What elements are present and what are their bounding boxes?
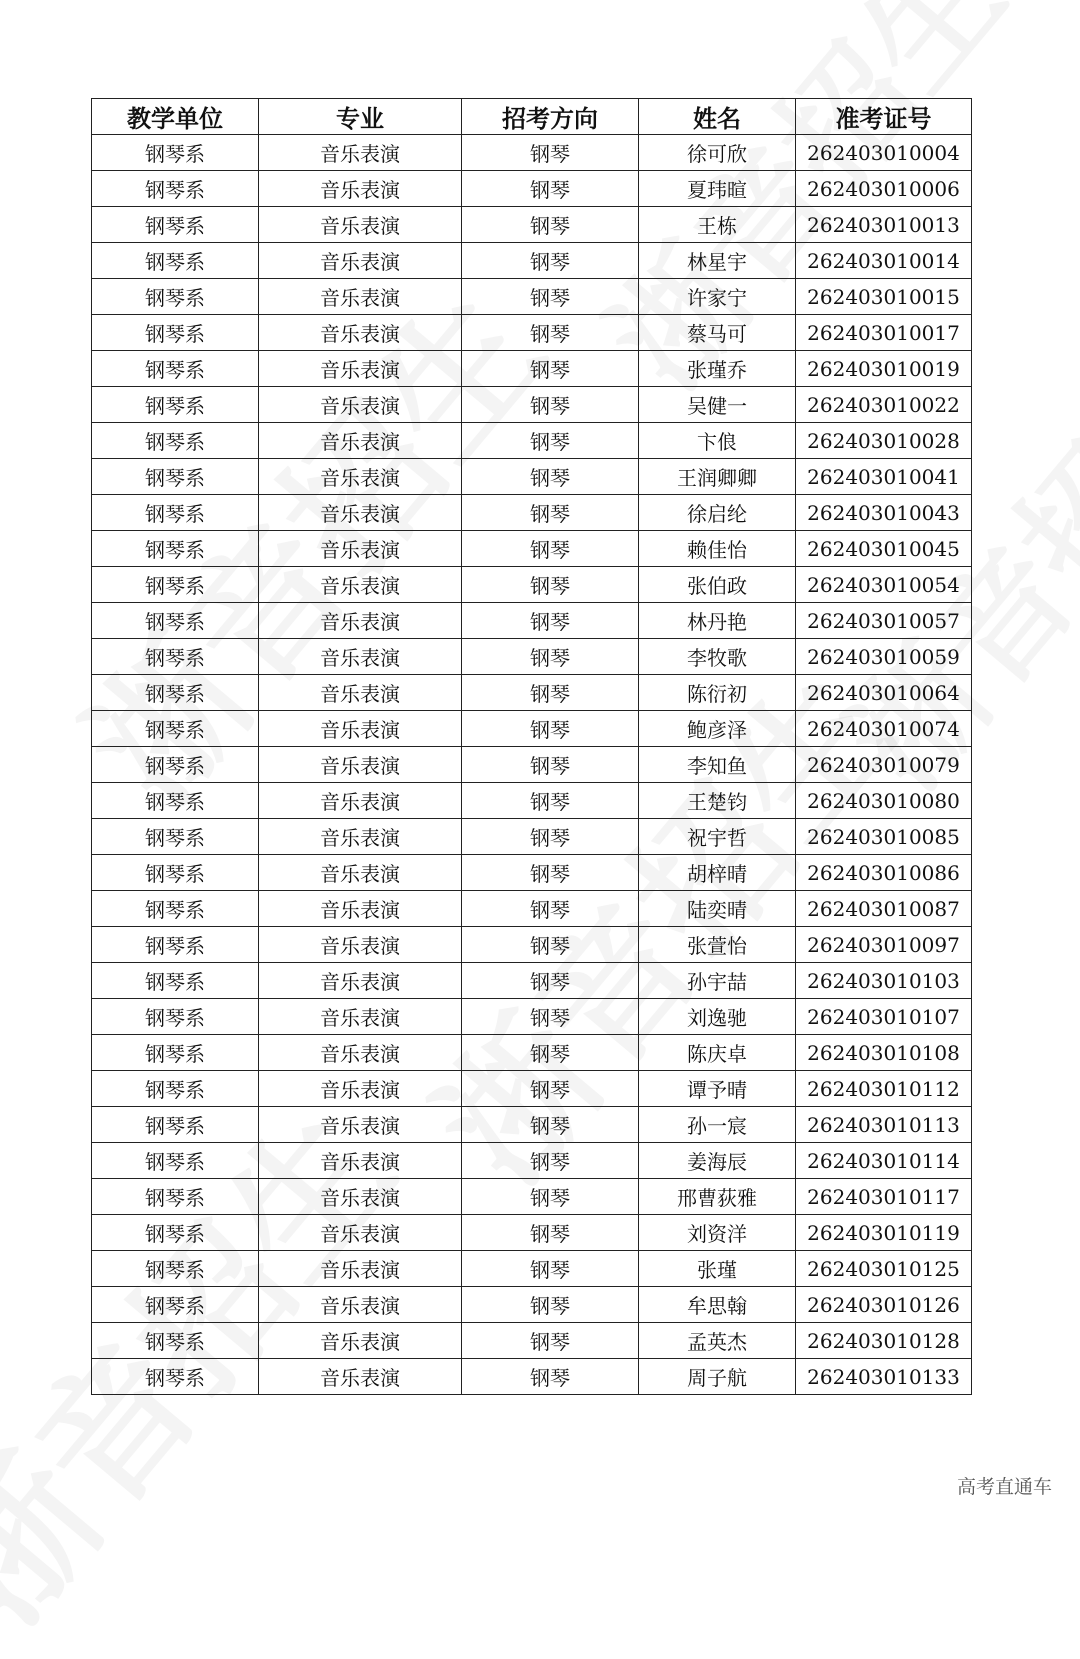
cell-major: 音乐表演 <box>259 819 462 855</box>
cell-ticket-number: 262403010117 <box>796 1179 972 1215</box>
cell-name: 许家宁 <box>639 279 796 315</box>
cell-direction: 钢琴 <box>462 999 639 1035</box>
cell-ticket-number: 262403010022 <box>796 387 972 423</box>
cell-major: 音乐表演 <box>259 423 462 459</box>
table-row <box>92 1359 972 1395</box>
cell-teaching-unit: 钢琴系 <box>92 1107 259 1143</box>
header-direction: 招考方向 <box>462 99 639 135</box>
header-name: 姓名 <box>639 99 796 135</box>
cell-teaching-unit: 钢琴系 <box>92 855 259 891</box>
cell-teaching-unit: 钢琴系 <box>92 1035 259 1071</box>
cell-name: 王润卿卿 <box>639 459 796 495</box>
cell-major: 音乐表演 <box>259 531 462 567</box>
table-row <box>92 999 972 1035</box>
cell-direction: 钢琴 <box>462 963 639 999</box>
cell-major: 音乐表演 <box>259 639 462 675</box>
cell-name: 张瑾 <box>639 1251 796 1287</box>
cell-teaching-unit: 钢琴系 <box>92 1323 259 1359</box>
cell-major: 音乐表演 <box>259 567 462 603</box>
cell-teaching-unit: 钢琴系 <box>92 783 259 819</box>
cell-teaching-unit: 钢琴系 <box>92 1215 259 1251</box>
cell-ticket-number: 262403010015 <box>796 279 972 315</box>
cell-ticket-number: 262403010019 <box>796 351 972 387</box>
cell-direction: 钢琴 <box>462 279 639 315</box>
cell-ticket-number: 262403010119 <box>796 1215 972 1251</box>
table-row <box>92 1107 972 1143</box>
admission-list-table <box>91 98 972 1395</box>
cell-direction: 钢琴 <box>462 243 639 279</box>
table-row <box>92 1143 972 1179</box>
cell-name: 吴健一 <box>639 387 796 423</box>
cell-ticket-number: 262403010064 <box>796 675 972 711</box>
cell-major: 音乐表演 <box>259 1323 462 1359</box>
table-row <box>92 207 972 243</box>
cell-direction: 钢琴 <box>462 711 639 747</box>
table-row <box>92 243 972 279</box>
cell-major: 音乐表演 <box>259 243 462 279</box>
table-row <box>92 135 972 171</box>
table-row <box>92 711 972 747</box>
cell-name: 蔡马可 <box>639 315 796 351</box>
cell-teaching-unit: 钢琴系 <box>92 1251 259 1287</box>
table-row <box>92 603 972 639</box>
cell-teaching-unit: 钢琴系 <box>92 675 259 711</box>
table-row <box>92 531 972 567</box>
cell-ticket-number: 262403010128 <box>796 1323 972 1359</box>
cell-teaching-unit: 钢琴系 <box>92 171 259 207</box>
cell-direction: 钢琴 <box>462 567 639 603</box>
cell-teaching-unit: 钢琴系 <box>92 603 259 639</box>
cell-ticket-number: 262403010133 <box>796 1359 972 1395</box>
cell-ticket-number: 262403010014 <box>796 243 972 279</box>
cell-ticket-number: 262403010107 <box>796 999 972 1035</box>
header-teaching-unit: 教学单位 <box>92 99 259 135</box>
table-row <box>92 387 972 423</box>
table-row <box>92 1071 972 1107</box>
cell-ticket-number: 262403010045 <box>796 531 972 567</box>
cell-name: 牟思翰 <box>639 1287 796 1323</box>
table-row <box>92 675 972 711</box>
cell-direction: 钢琴 <box>462 387 639 423</box>
cell-ticket-number: 262403010074 <box>796 711 972 747</box>
cell-name: 徐启纶 <box>639 495 796 531</box>
cell-ticket-number: 262403010057 <box>796 603 972 639</box>
cell-ticket-number: 262403010013 <box>796 207 972 243</box>
cell-major: 音乐表演 <box>259 171 462 207</box>
cell-teaching-unit: 钢琴系 <box>92 999 259 1035</box>
cell-teaching-unit: 钢琴系 <box>92 531 259 567</box>
cell-teaching-unit: 钢琴系 <box>92 963 259 999</box>
cell-major: 音乐表演 <box>259 207 462 243</box>
cell-direction: 钢琴 <box>462 1107 639 1143</box>
cell-direction: 钢琴 <box>462 135 639 171</box>
cell-teaching-unit: 钢琴系 <box>92 1359 259 1395</box>
cell-name: 祝宇哲 <box>639 819 796 855</box>
cell-ticket-number: 262403010087 <box>796 891 972 927</box>
cell-name: 卞俍 <box>639 423 796 459</box>
table-row <box>92 171 972 207</box>
cell-ticket-number: 262403010108 <box>796 1035 972 1071</box>
cell-major: 音乐表演 <box>259 387 462 423</box>
cell-direction: 钢琴 <box>462 1179 639 1215</box>
cell-ticket-number: 262403010112 <box>796 1071 972 1107</box>
table-row <box>92 855 972 891</box>
cell-ticket-number: 262403010006 <box>796 171 972 207</box>
cell-ticket-number: 262403010017 <box>796 315 972 351</box>
cell-teaching-unit: 钢琴系 <box>92 459 259 495</box>
cell-teaching-unit: 钢琴系 <box>92 1179 259 1215</box>
cell-ticket-number: 262403010059 <box>796 639 972 675</box>
cell-teaching-unit: 钢琴系 <box>92 639 259 675</box>
cell-teaching-unit: 钢琴系 <box>92 747 259 783</box>
cell-name: 王楚钧 <box>639 783 796 819</box>
cell-teaching-unit: 钢琴系 <box>92 1071 259 1107</box>
cell-major: 音乐表演 <box>259 1071 462 1107</box>
cell-major: 音乐表演 <box>259 999 462 1035</box>
cell-direction: 钢琴 <box>462 1359 639 1395</box>
cell-direction: 钢琴 <box>462 315 639 351</box>
source-label: 高考直通车 <box>956 1476 1052 1498</box>
cell-major: 音乐表演 <box>259 1251 462 1287</box>
cell-ticket-number: 262403010113 <box>796 1107 972 1143</box>
cell-name: 刘逸驰 <box>639 999 796 1035</box>
cell-name: 徐可欣 <box>639 135 796 171</box>
table-row <box>92 963 972 999</box>
cell-ticket-number: 262403010028 <box>796 423 972 459</box>
cell-ticket-number: 262403010086 <box>796 855 972 891</box>
cell-direction: 钢琴 <box>462 1287 639 1323</box>
cell-major: 音乐表演 <box>259 1215 462 1251</box>
cell-direction: 钢琴 <box>462 855 639 891</box>
cell-major: 音乐表演 <box>259 315 462 351</box>
cell-teaching-unit: 钢琴系 <box>92 279 259 315</box>
cell-major: 音乐表演 <box>259 1359 462 1395</box>
cell-name: 陈衍初 <box>639 675 796 711</box>
table-row <box>92 1251 972 1287</box>
table-row <box>92 351 972 387</box>
cell-major: 音乐表演 <box>259 135 462 171</box>
cell-name: 刘资洋 <box>639 1215 796 1251</box>
cell-teaching-unit: 钢琴系 <box>92 243 259 279</box>
cell-name: 陆奕晴 <box>639 891 796 927</box>
cell-name: 赖佳怡 <box>639 531 796 567</box>
table-row <box>92 639 972 675</box>
cell-direction: 钢琴 <box>462 531 639 567</box>
cell-ticket-number: 262403010004 <box>796 135 972 171</box>
cell-major: 音乐表演 <box>259 1287 462 1323</box>
cell-direction: 钢琴 <box>462 1251 639 1287</box>
cell-direction: 钢琴 <box>462 351 639 387</box>
cell-direction: 钢琴 <box>462 1215 639 1251</box>
table-header-row <box>92 99 972 135</box>
cell-name: 李牧歌 <box>639 639 796 675</box>
cell-name: 胡梓晴 <box>639 855 796 891</box>
cell-ticket-number: 262403010079 <box>796 747 972 783</box>
cell-direction: 钢琴 <box>462 819 639 855</box>
cell-name: 孟英杰 <box>639 1323 796 1359</box>
cell-name: 林星宇 <box>639 243 796 279</box>
cell-major: 音乐表演 <box>259 927 462 963</box>
cell-name: 张萱怡 <box>639 927 796 963</box>
cell-teaching-unit: 钢琴系 <box>92 423 259 459</box>
cell-major: 音乐表演 <box>259 891 462 927</box>
cell-teaching-unit: 钢琴系 <box>92 711 259 747</box>
cell-teaching-unit: 钢琴系 <box>92 351 259 387</box>
cell-direction: 钢琴 <box>462 639 639 675</box>
cell-ticket-number: 262403010085 <box>796 819 972 855</box>
cell-name: 陈庆卓 <box>639 1035 796 1071</box>
cell-major: 音乐表演 <box>259 1035 462 1071</box>
cell-ticket-number: 262403010103 <box>796 963 972 999</box>
table-body <box>92 135 972 1395</box>
table-row <box>92 783 972 819</box>
table-row <box>92 747 972 783</box>
cell-name: 李知鱼 <box>639 747 796 783</box>
cell-name: 王栋 <box>639 207 796 243</box>
table-row <box>92 891 972 927</box>
cell-major: 音乐表演 <box>259 855 462 891</box>
cell-major: 音乐表演 <box>259 963 462 999</box>
cell-direction: 钢琴 <box>462 891 639 927</box>
cell-major: 音乐表演 <box>259 1107 462 1143</box>
cell-name: 夏玮暄 <box>639 171 796 207</box>
cell-teaching-unit: 钢琴系 <box>92 207 259 243</box>
cell-name: 邢曹荻雅 <box>639 1179 796 1215</box>
cell-direction: 钢琴 <box>462 459 639 495</box>
cell-ticket-number: 262403010126 <box>796 1287 972 1323</box>
cell-ticket-number: 262403010125 <box>796 1251 972 1287</box>
cell-name: 姜海辰 <box>639 1143 796 1179</box>
cell-ticket-number: 262403010097 <box>796 927 972 963</box>
table-row <box>92 495 972 531</box>
cell-major: 音乐表演 <box>259 495 462 531</box>
cell-major: 音乐表演 <box>259 1179 462 1215</box>
cell-name: 张伯政 <box>639 567 796 603</box>
cell-ticket-number: 262403010114 <box>796 1143 972 1179</box>
cell-major: 音乐表演 <box>259 351 462 387</box>
cell-direction: 钢琴 <box>462 603 639 639</box>
table-row <box>92 1035 972 1071</box>
cell-direction: 钢琴 <box>462 1143 639 1179</box>
header-ticket-number: 准考证号 <box>796 99 972 135</box>
cell-ticket-number: 262403010043 <box>796 495 972 531</box>
cell-major: 音乐表演 <box>259 711 462 747</box>
cell-major: 音乐表演 <box>259 675 462 711</box>
table-row <box>92 423 972 459</box>
table-row <box>92 819 972 855</box>
cell-teaching-unit: 钢琴系 <box>92 1143 259 1179</box>
cell-name: 张瑾乔 <box>639 351 796 387</box>
cell-name: 鲍彦泽 <box>639 711 796 747</box>
cell-name: 孙一宸 <box>639 1107 796 1143</box>
cell-direction: 钢琴 <box>462 423 639 459</box>
cell-name: 林丹艳 <box>639 603 796 639</box>
cell-direction: 钢琴 <box>462 1035 639 1071</box>
cell-major: 音乐表演 <box>259 1143 462 1179</box>
cell-ticket-number: 262403010041 <box>796 459 972 495</box>
table-row <box>92 1179 972 1215</box>
cell-major: 音乐表演 <box>259 279 462 315</box>
cell-teaching-unit: 钢琴系 <box>92 315 259 351</box>
cell-teaching-unit: 钢琴系 <box>92 891 259 927</box>
table-row <box>92 567 972 603</box>
table-row <box>92 315 972 351</box>
table-row <box>92 1287 972 1323</box>
cell-major: 音乐表演 <box>259 603 462 639</box>
header-major: 专业 <box>259 99 462 135</box>
cell-direction: 钢琴 <box>462 783 639 819</box>
table-row <box>92 459 972 495</box>
cell-major: 音乐表演 <box>259 747 462 783</box>
cell-direction: 钢琴 <box>462 1323 639 1359</box>
cell-direction: 钢琴 <box>462 207 639 243</box>
cell-teaching-unit: 钢琴系 <box>92 495 259 531</box>
cell-teaching-unit: 钢琴系 <box>92 135 259 171</box>
table-row <box>92 1215 972 1251</box>
cell-teaching-unit: 钢琴系 <box>92 1287 259 1323</box>
cell-direction: 钢琴 <box>462 1071 639 1107</box>
cell-direction: 钢琴 <box>462 927 639 963</box>
cell-teaching-unit: 钢琴系 <box>92 819 259 855</box>
cell-name: 孙宇喆 <box>639 963 796 999</box>
cell-teaching-unit: 钢琴系 <box>92 567 259 603</box>
cell-teaching-unit: 钢琴系 <box>92 927 259 963</box>
cell-major: 音乐表演 <box>259 783 462 819</box>
table-row <box>92 279 972 315</box>
cell-teaching-unit: 钢琴系 <box>92 387 259 423</box>
cell-name: 周子航 <box>639 1359 796 1395</box>
cell-direction: 钢琴 <box>462 495 639 531</box>
cell-ticket-number: 262403010054 <box>796 567 972 603</box>
cell-direction: 钢琴 <box>462 675 639 711</box>
cell-direction: 钢琴 <box>462 747 639 783</box>
cell-direction: 钢琴 <box>462 171 639 207</box>
table-row <box>92 927 972 963</box>
cell-name: 谭予晴 <box>639 1071 796 1107</box>
cell-major: 音乐表演 <box>259 459 462 495</box>
cell-ticket-number: 262403010080 <box>796 783 972 819</box>
table-row <box>92 1323 972 1359</box>
